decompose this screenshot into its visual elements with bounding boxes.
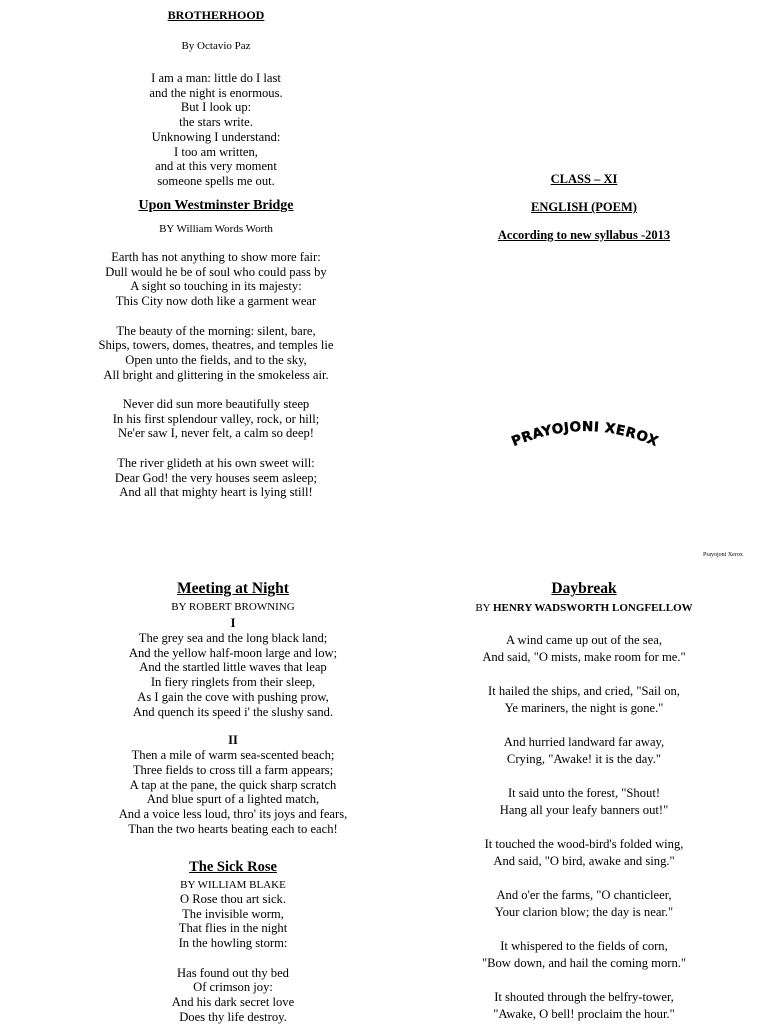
author-name: HENRY WADSWORTH LONGFELLOW [492,602,693,614]
poem-title: BROTHERHOOD [167,8,265,22]
poem-line: Dull would he be of soul who could pass by [105,264,327,279]
poem-line: In his first splendour valley, rock, or hill; [112,411,320,426]
poem-line: Earth has not anything to show more fair: [111,250,321,264]
poem-line: It hailed the ships, and cried, "Sail on, [488,684,680,698]
poem-line: And the yellow half-moon large and low; [128,645,338,660]
poem-line: Never did sun more beautifully steep [122,397,310,411]
poem-author: By Octavio Paz [181,40,251,52]
poem-line: Crying, "Awake! it is the day." [506,752,662,766]
poem-line: "Awake, O bell! proclaim the hour." [493,1007,675,1021]
brotherhood-section [96,8,336,189]
poem-author [464,602,704,614]
stanza [86,456,346,500]
poem-author: BY WILLIAM BLAKE [180,879,286,891]
poem-line: In the howling storm: [178,936,288,951]
poem-line: "Bow down, and hail the coming morn." [481,956,687,970]
poem-line: It whispered to the fields of corn, [500,939,668,953]
stanza [464,785,704,819]
poem-line: The beauty of the morning: silent, bare, [116,323,316,338]
poem-line: Hang all your leafy banners out!" [499,803,669,817]
part-label: I [230,616,236,630]
poem-line: Of crimson joy: [193,980,273,995]
poem-title: Daybreak [551,580,617,597]
stanza [113,966,353,1024]
poem-line: A tap at the pane, the quick sharp scratch [129,777,337,792]
poem-line: In fiery ringlets from their sleep, [150,675,316,690]
poem-line: It shouted through the belfry-tower, [494,990,674,1004]
poem-line: The grey sea and the long black land; [138,631,328,645]
poem-line: someone spells me out. [157,173,275,188]
poem-line: All bright and glittering in the smokeless air. [103,367,329,382]
stanza [464,887,704,921]
poem-line: I too am written, [174,144,258,159]
poem-body [88,748,378,836]
poem-author: BY William Words Worth [159,223,273,235]
poem-line: It touched the wood-bird's folded wing, [484,837,684,851]
poem-line: the stars write. [179,115,253,130]
daybreak-section [464,580,704,1023]
poem-line: And o'er the farms, "O chanticleer, [496,888,672,902]
stanza [86,250,346,309]
poem-line: And blue spurt of a lighted match, [146,792,320,807]
poem-body [86,250,346,500]
stanza [464,989,704,1023]
meeting-section [88,580,378,836]
poem-line: That flies in the night [178,921,288,936]
stanza [96,71,336,189]
poem-line: It said unto the forest, "Shout! [507,786,661,800]
poem-line: Does thy life destroy. [179,1009,287,1024]
poem-line: And the startled little waves that leap [139,660,327,675]
sickrose-section [113,859,353,1024]
stanza [113,892,353,951]
watermark-text: Prayojoni Xerox [703,552,743,558]
subject-label: ENGLISH (POEM) [531,200,637,214]
poem-title: Meeting at Night [177,580,289,597]
poem-line: And a voice less loud, thro' its joys and fears, [118,807,348,822]
poem-line: And all that mighty heart is lying still! [119,485,313,500]
poem-line: Ye mariners, the night is gone." [504,701,664,715]
stanza [464,683,704,717]
poem-line: But I look up: [180,100,252,115]
stanza [86,397,346,441]
poem-body [88,631,378,719]
stanza [464,836,704,870]
poem-line: A wind came up out of the sea, [506,633,662,647]
stanza [88,748,378,836]
part-label: II [228,733,238,748]
poem-body [113,892,353,1024]
poem-line: As I gain the cove with pushing prow, [137,689,329,704]
poem-line: The river glideth at his own sweet will: [117,455,315,470]
syllabus-label: According to new syllabus -2013 [497,228,671,242]
poem-line: Then a mile of warm sea-scented beach; [131,748,335,763]
brand-text: PRAYOJONI XEROX [509,418,661,451]
poem-line: Dear God! the very houses seem asleep; [114,470,318,485]
stanza [464,632,704,666]
poem-line: Open unto the fields, and to the sky, [125,352,307,367]
poem-body [464,632,704,1023]
poem-title: The Sick Rose [189,859,277,875]
stanza [464,734,704,768]
poem-line: Than the two hearts beating each to each! [128,821,338,836]
poem-author: BY ROBERT BROWNING [171,601,295,613]
poem-title: Upon Westminster Bridge [138,198,294,213]
poem-line: The invisible worm, [182,906,284,921]
poem-line: And said, "O bird, awake and sing." [493,854,675,868]
poem-line: And his dark secret love [171,994,295,1009]
poem-line: Has found out thy bed [177,965,289,980]
poem-line: O Rose thou art sick. [180,892,286,906]
poem-line: And quench its speed i' the slushy sand. [132,704,334,719]
class-label: CLASS – XI [550,172,618,186]
stanza [88,631,378,719]
poem-line: This City now doth like a garment wear [115,294,317,309]
poem-line: And hurried landward far away, [503,735,665,749]
poem-line: Ne'er saw I, never felt, a calm so deep! [118,426,314,441]
poem-line: Unknowing I understand: [151,129,281,144]
poem-line: Ships, towers, domes, theatres, and temples lie [98,338,334,353]
brand-logo [500,415,670,455]
poem-line: Three fields to cross till a farm appears; [132,762,334,777]
poem-body [96,71,336,189]
stanza [464,938,704,972]
stanza [86,324,346,383]
poem-line: and the night is enormous. [149,85,283,100]
poem-line: and at this very moment [155,159,277,174]
poem-line: And said, "O mists, make room for me." [482,650,686,664]
cover-section [464,172,704,243]
poem-line: Your clarion blow; the day is near." [494,905,674,919]
poem-line: I am a man: little do I last [151,71,281,85]
author-prefix: BY [475,602,491,614]
poem-line: A sight so touching in its majesty: [130,279,302,294]
westminster-section [86,198,346,500]
